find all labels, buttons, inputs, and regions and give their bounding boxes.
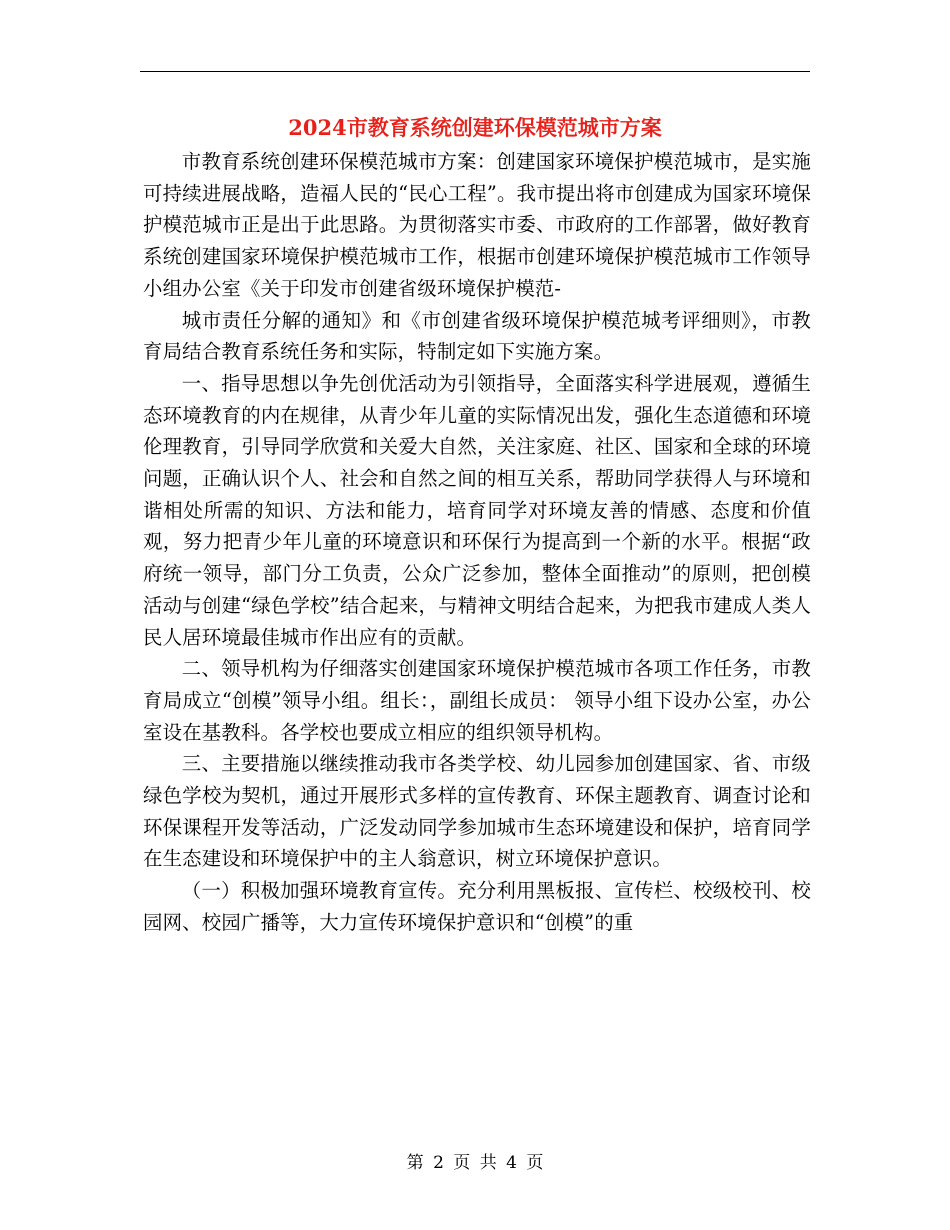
document-body <box>143 146 811 939</box>
paragraph-intro: 市教育系统创建环保模范城市方案：创建国家环境保护模范城市，是实施可持续进展战略，造福人民的“民心工程”。我市提出将市创建成为国家环境保护模范城市正是出于此思路。为贯彻落实市委、市政府的工作部署，做好教育系统创建国家环境保护模范城市工作，根据市创建环境保护模范城市工作领导小组办公室《关于印发市创建省级环境保护模范- <box>143 150 811 300</box>
paragraph-intro-continued: 城市责任分解的通知》和《市创建省级环境保护模范城考评细则》，市教育局结合教育系统任务和实际，特制定如下实施方案。 <box>143 308 811 364</box>
paragraph-leadership: 二、领导机构为仔细落实创建国家环境保护模范城市各项工作任务，市教育局成立“创模”领导小组。组长：，副组长成员： 领导小组下设办公室，办公室设在基教科。各学校也要成立相应的组织领导机构。 <box>143 657 811 744</box>
paragraph-measure-1: （一）积极加强环境教育宣传。充分利用黑板报、宣传栏、校级校刊、校园网、校园广播等，大力宣传环境保护意识和“创模”的重 <box>143 879 811 934</box>
document-title: 2024市教育系统创建环保模范城市方案 <box>288 115 662 140</box>
header-rule <box>140 71 810 72</box>
paragraph-main-measures: 三、主要措施以继续推动我市各类学校、幼儿园参加创建国家、省、市级绿色学校为契机，通过开展形式多样的宣传教育、环保主题教育、调查讨论和环保课程开发等活动，广泛发动同学参加城市生态环境建设和保护，培育同学在生态建设和环境保护中的主人翁意识，树立环境保护意识。 <box>143 752 811 871</box>
page-number: 第 2 页 共 4 页 <box>406 1153 544 1173</box>
paragraph-guiding-ideology: 一、指导思想以争先创优活动为引领指导，全面落实科学进展观，遵循生态环境教育的内在规律，从青少年儿童的实际情况出发，强化生态道德和环境伦理教育，引导同学欣赏和关爱大自然，关注家庭、社区、国家和全球的环境问题，正确认识个人、社会和自然之间的相互关系，帮助同学获得人与环境和谐相处所需的知识、方法和能力，培育同学对环境友善的情感、态度和价值观，努力把青少年儿童的环境意识和环保行为提高到一个新的水平。根据“政府统一领导，部门分工负责，公众广泛参加，整体全面推动”的原则，把创模活动与创建“绿色学校”结合起来，与精神文明结合起来，为把我市建成人类人民人居环境最佳城市作出应有的贡献。 <box>143 371 811 649</box>
